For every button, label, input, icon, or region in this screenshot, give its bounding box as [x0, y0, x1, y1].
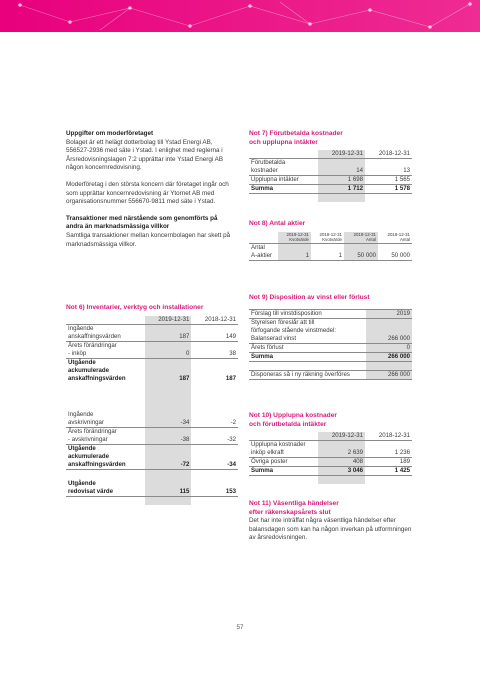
- table-row: inköp elkraft 2 639 1 236: [251, 449, 410, 457]
- table-row: Antal: [249, 243, 412, 252]
- table-row: Summa 266 000: [251, 352, 410, 360]
- related-paragraph: Samtliga transaktioner mellan koncernbolagen har skett på marknadsmässiga villkor.: [66, 231, 231, 248]
- note11-title-line2: efter räkenskapsårets slut: [249, 508, 331, 516]
- note7-title-line2: och upplupna intäkter: [249, 138, 318, 146]
- table-row: Förslag till vinstdisposition 2019: [251, 309, 410, 317]
- table-row: anskaffningsvärden 187 149: [68, 332, 236, 340]
- table-row: Upplupna intäkter 1 698 1 565: [251, 176, 410, 184]
- table-row: Förutbetalda: [249, 159, 412, 168]
- note9-section: [249, 294, 412, 380]
- page-number: 57: [236, 624, 244, 631]
- col-header: 2018-12-31: [204, 315, 236, 323]
- table-row: förfogande stående vinstmedel:: [249, 327, 412, 335]
- table-row: Årets förändringar: [66, 341, 238, 350]
- table-row: - avskrivningar -38 -32: [68, 435, 236, 443]
- note11-title: Not 11) Väsentliga händelser: [249, 500, 339, 507]
- table-row: Årets förändringar: [66, 427, 238, 436]
- table-row: redovisat värde 115 153: [68, 487, 236, 495]
- related-heading: Transaktioner med närstående som genomförts på andra än marknadsmässiga villkor: [66, 214, 218, 231]
- note11-section: [249, 500, 412, 543]
- table-row: Summa 1 712 1 578: [251, 185, 410, 193]
- table-row: ackumulerade: [66, 453, 238, 461]
- parent-paragraph-2: Moderföretag i den största koncern där företaget ingår och som upprättar koncernredovisning är Ytornet AB med organisationsnummer 556670-9811 med säte i Ystad.: [66, 180, 229, 206]
- note7-section: [249, 130, 412, 202]
- note10-title-line2: och förutbetalda intäkter: [249, 420, 327, 428]
- note6-table: [66, 316, 238, 505]
- note10-section: [249, 412, 412, 484]
- table-row: Summa 3 046 1 425: [251, 467, 410, 475]
- note7-table: 2019-12-31 2018-12-31 Förutbetalda kostnader 14 13 Upplupna intäkter 1 698 1 565 Summa 1 712 1 578: [249, 150, 412, 202]
- table-row: Ingående: [66, 324, 238, 333]
- table-row: A-aktier 1 1 50 000 50 000: [251, 251, 410, 259]
- note8-table: 2019-12-31 Kvotvärde 2018-12-31 Kvotvärde 2019-12-31 Antal 2018-12-31 Antal Antal A-aktier 1 1 50 000 50 000: [251, 231, 410, 259]
- note7-title: Not 7) Förutbetalda kostnader: [249, 130, 343, 137]
- table-row: kostnader 14 13: [251, 167, 410, 175]
- table-row: Disponeras så i ny räkning överföres 266 000: [251, 370, 410, 378]
- table-header: [66, 316, 238, 325]
- table-row: Styrelsen föreslår att till: [249, 318, 412, 327]
- note8-section: [249, 220, 412, 261]
- note10-table: 2019-12-31 2018-12-31 Upplupna kostnader inköp elkraft 2 639 1 236 Övriga poster 408 189 Summa 3 046 1 425: [249, 432, 412, 484]
- table-row: - inköp 0 38: [68, 349, 236, 357]
- col-header: 2019-12-31: [145, 316, 192, 325]
- table-row: Utgående: [66, 444, 238, 453]
- table-row: Årets förlust 0: [251, 343, 410, 351]
- table-row: Ingående: [66, 411, 238, 419]
- table-row: Balanserad vinst 266 000: [251, 334, 410, 342]
- note10-title: Not 10) Upplupna kostnader: [249, 412, 337, 419]
- table-row: ackumulerade: [66, 367, 238, 375]
- table-row: avskrivningar -34 -2: [68, 418, 236, 426]
- network-pattern-icon: [0, 0, 480, 32]
- header-banner: [0, 0, 480, 32]
- table-row: Utgående: [66, 358, 238, 367]
- parent-company-section: [66, 130, 236, 249]
- note6-section: [66, 304, 238, 505]
- table-row: anskaffningsvärden 187 187: [68, 374, 236, 382]
- note9-title: Not 9) Disposition av vinst eller förlust: [249, 294, 370, 301]
- note6-title: Not 6) Inventarier, verktyg och installationer: [66, 304, 204, 311]
- note11-paragraph: Det har inte inträffat några väsentliga händelser efter balansdagen som kan ha någon inverkan på utformningen av årsredovisningen.: [249, 517, 412, 542]
- note8-title: Not 8) Antal aktier: [249, 220, 306, 227]
- table-row: anskaffningsvärden -72 -34: [68, 460, 236, 468]
- note9-table: [249, 309, 412, 380]
- table-row: Upplupna kostnader: [249, 441, 412, 450]
- table-row: Övriga poster 408 189: [251, 458, 410, 466]
- table-row: Utgående: [66, 480, 238, 488]
- parent-paragraph-1: Bolaget är ett helägt dotterbolag till Ystad Energi AB, 556527-2936 med säte i Ystad. I enlighet med reglerna i Årsredovisningslagen 7:2 upprättar inte Ystad Energi AB någon koncernredovisning.: [66, 138, 224, 172]
- parent-heading: Uppgifter om moderföretaget: [66, 130, 154, 137]
